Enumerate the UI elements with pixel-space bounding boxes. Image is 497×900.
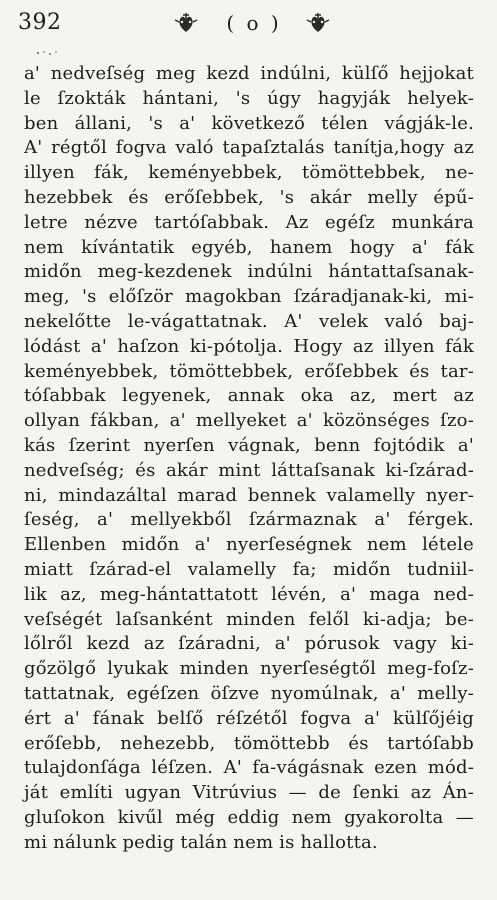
text-line: ni, mindazáltal marad bennek valamelly nyer- <box>24 484 474 506</box>
text-line: keményebbek, tömöttebbek, erőſebbek és tar- <box>24 360 474 382</box>
text-line: midőn meg-kezdenek indúlni hántattaſsanak- <box>24 261 474 283</box>
text-line: hezebbek és erőſebbek, 's akár melly épű- <box>24 186 474 208</box>
text-line: ért a' fának belſő réſzétől fogva a' külſőjéig <box>24 707 474 729</box>
text-line: kás ſzerint nyerſen vágnak, benn fojtódik a' <box>24 434 474 456</box>
text-line: le ſzokták hántani, 's úgy hagyják helyek- <box>24 87 474 109</box>
text-line: ſeség, a' mellyekből ſzármaznak a' férgek. <box>24 509 474 531</box>
text-line: ben állani, 's a' következő télen vágják-le. <box>24 112 474 134</box>
text-line: erőſebb, nehezebb, tömöttebb és tartóſabb <box>24 732 474 754</box>
text-line: tulajdonſága léſzen. A' fa-vágásnak ezen mód- <box>24 757 474 779</box>
text-line: veſségét laſsanként minden felől ki-adja; be- <box>24 608 474 630</box>
text-line: ollyan fákban, a' mellyeket a' közönséges ſzo- <box>24 410 474 432</box>
text-line: Ellenben midőn a' nyerſeségnek nem létele <box>24 534 474 556</box>
floral-ornament-icon <box>305 10 331 36</box>
text-line: lőlről kezd az ſzáradni, a' pórusok vagy ki- <box>24 633 474 655</box>
text-line: a' nedveſség meg kezd indúlni, külſő hejjokat <box>24 63 474 84</box>
text-line: illyen fák, keményebbek, tömöttebbek, ne- <box>24 162 474 184</box>
body-text <box>24 62 474 856</box>
text-line: tóſabbak legyenek, annak oka az, mert az <box>24 385 474 407</box>
floral-ornament-icon <box>173 10 199 36</box>
text-line: nedveſség; és akár mint láttaſsanak ki-ſzárad- <box>24 459 474 481</box>
text-line: A' régtől fogva való tapaſztalás tanítja,hogy az <box>24 137 474 159</box>
center-ornament: ( o ) <box>226 11 282 35</box>
text-line: nekelőtte le-vágattatnak. A' velek való baj- <box>24 310 474 332</box>
page-header <box>18 8 478 38</box>
text-line: tattatnak, egéſzen öſzve nyomúlnak, a' melly- <box>24 682 474 704</box>
text-line: mi nálunk pedig talán nem is hallotta. <box>24 831 378 853</box>
text-line: nem kívántatik egyéb, hanem hogy a' fák <box>24 236 474 258</box>
text-line: gluſokon kivűl még eddig nem gyakorolta — <box>24 806 474 828</box>
print-speckle-decoration <box>34 42 62 50</box>
text-line: letre nézve tartóſabbak. Az egéſz munkára <box>24 211 474 233</box>
text-line: miatt ſzárad-el valamelly fa; midőn tudniil- <box>24 558 474 580</box>
text-line: ját említi ugyan Vitrúvius — de ſenki az Án- <box>24 782 474 804</box>
text-line: lódást a' haſzon ki-pótolja. Hogy az illyen fák <box>24 335 474 357</box>
text-line: gőzölgő lyukak minden nyerſeségtől meg-foſz- <box>24 658 474 680</box>
text-line: lik az, meg-hántattatott lévén, a' maga ned- <box>24 583 474 605</box>
page-number: 392 <box>18 10 62 35</box>
text-line: meg, 's előſzör magokban ſzáradjanak-ki, mi- <box>24 286 474 308</box>
